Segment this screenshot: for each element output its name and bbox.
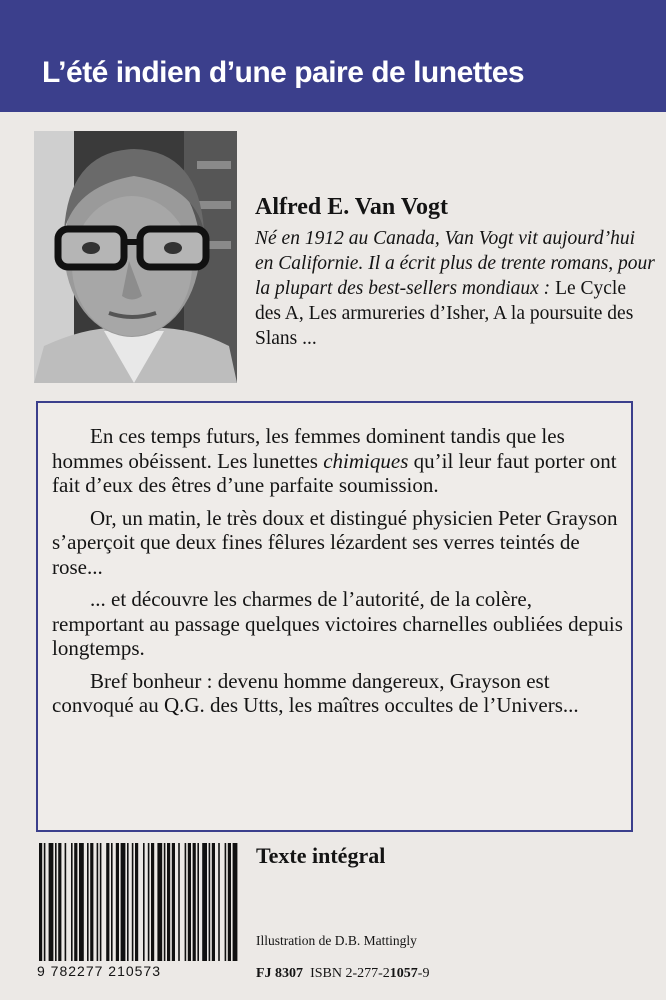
blurb-paragraph-1 xyxy=(52,424,627,498)
barcode-stripe xyxy=(90,843,93,961)
blurb-p1-italic: chimiques xyxy=(323,448,409,473)
barcode-stripe xyxy=(58,843,61,961)
barcode-bars xyxy=(37,843,240,961)
barcode-stripe xyxy=(167,843,170,961)
barcode-stripe xyxy=(111,843,113,961)
bio-titles: Le Cycle des A, Les armureries d’Isher, A la poursuite des Slans ... xyxy=(255,278,634,349)
isbn-suffix: -9 xyxy=(417,966,430,981)
barcode-stripe xyxy=(212,843,215,961)
barcode-stripe xyxy=(71,843,73,961)
barcode-stripe xyxy=(39,843,42,961)
barcode-stripe xyxy=(197,843,199,961)
barcode xyxy=(37,843,240,983)
barcode-stripe xyxy=(87,843,89,961)
blurb-p1-a: En ces temps futurs, les femmes dominent tandis que les hommes obéissent. Les lunettes xyxy=(52,424,565,473)
barcode-stripe xyxy=(135,843,138,961)
blurb-paragraph-2: Or, un matin, le très doux et distingué physicien Peter Grayson s’aperçoit que deux fines fêlures lézardent ses verres teintés de rose... xyxy=(52,505,618,579)
barcode-stripe xyxy=(49,843,54,961)
barcode-stripe xyxy=(218,843,220,961)
barcode-stripe xyxy=(121,843,126,961)
barcode-stripe xyxy=(127,843,129,961)
barcode-stripe xyxy=(164,843,166,961)
barcode-stripe xyxy=(151,843,154,961)
barcode-stripe xyxy=(188,843,191,961)
barcode-stripe xyxy=(209,843,211,961)
blurb-paragraph-4: Bref bonheur : devenu homme dangereux, Grayson est convoqué au Q.G. des Utts, les maîtres occultes de l’Univers... xyxy=(52,668,579,717)
author-name: Alfred E. Van Vogt xyxy=(255,194,448,220)
barcode-stripe xyxy=(106,843,109,961)
author-photo xyxy=(34,131,237,383)
texte-integral-label: Texte intégral xyxy=(256,843,386,868)
barcode-stripe xyxy=(79,843,84,961)
isbn-prefix: ISBN 2-277-2 xyxy=(310,966,390,981)
blurb-text xyxy=(52,424,627,726)
barcode-stripe xyxy=(116,843,119,961)
barcode-stripe xyxy=(143,843,145,961)
barcode-stripe xyxy=(148,843,150,961)
barcode-stripe xyxy=(65,843,67,961)
illustration-credit: Illustration de D.B. Mattingly xyxy=(256,933,417,948)
bio-italic: Né en 1912 au Canada, Van Vogt vit aujourd’hui en Californie. Il a écrit plus de trente romans, pour la plupart des best-sellers mondiaux : xyxy=(255,228,655,299)
barcode-stripe xyxy=(100,843,102,961)
blurb-p1-b: qu’il leur faut porter ont fait d’eux des êtres d’une parfaite soumission. xyxy=(52,448,617,497)
book-title: L’été indien d’une paire de lunettes xyxy=(42,56,525,89)
barcode-stripe xyxy=(157,843,162,961)
barcode-stripe xyxy=(193,843,196,961)
barcode-stripe xyxy=(132,843,134,961)
barcode-stripe xyxy=(178,843,180,961)
isbn-bold: 1057 xyxy=(389,966,418,981)
blurb-paragraph-3: ... et découvre les charmes de l’autorité, de la colère, remportant au passage quelques victoires charnelles oubliées depuis longtemps. xyxy=(52,587,623,660)
barcode-stripe xyxy=(185,843,187,961)
catalog-code: FJ 8307 xyxy=(256,966,304,981)
barcode-stripe xyxy=(74,843,77,961)
barcode-stripe xyxy=(44,843,46,961)
author-bio xyxy=(255,226,655,351)
barcode-stripe xyxy=(55,843,57,961)
barcode-stripe xyxy=(97,843,99,961)
title-band xyxy=(0,0,666,112)
barcode-digits: 9 782277 210573 xyxy=(37,963,161,979)
barcode-stripe xyxy=(228,843,231,961)
barcode-stripe xyxy=(233,843,238,961)
barcode-stripe xyxy=(172,843,175,961)
barcode-stripe xyxy=(202,843,207,961)
barcode-stripe xyxy=(225,843,227,961)
isbn-line xyxy=(256,966,429,982)
